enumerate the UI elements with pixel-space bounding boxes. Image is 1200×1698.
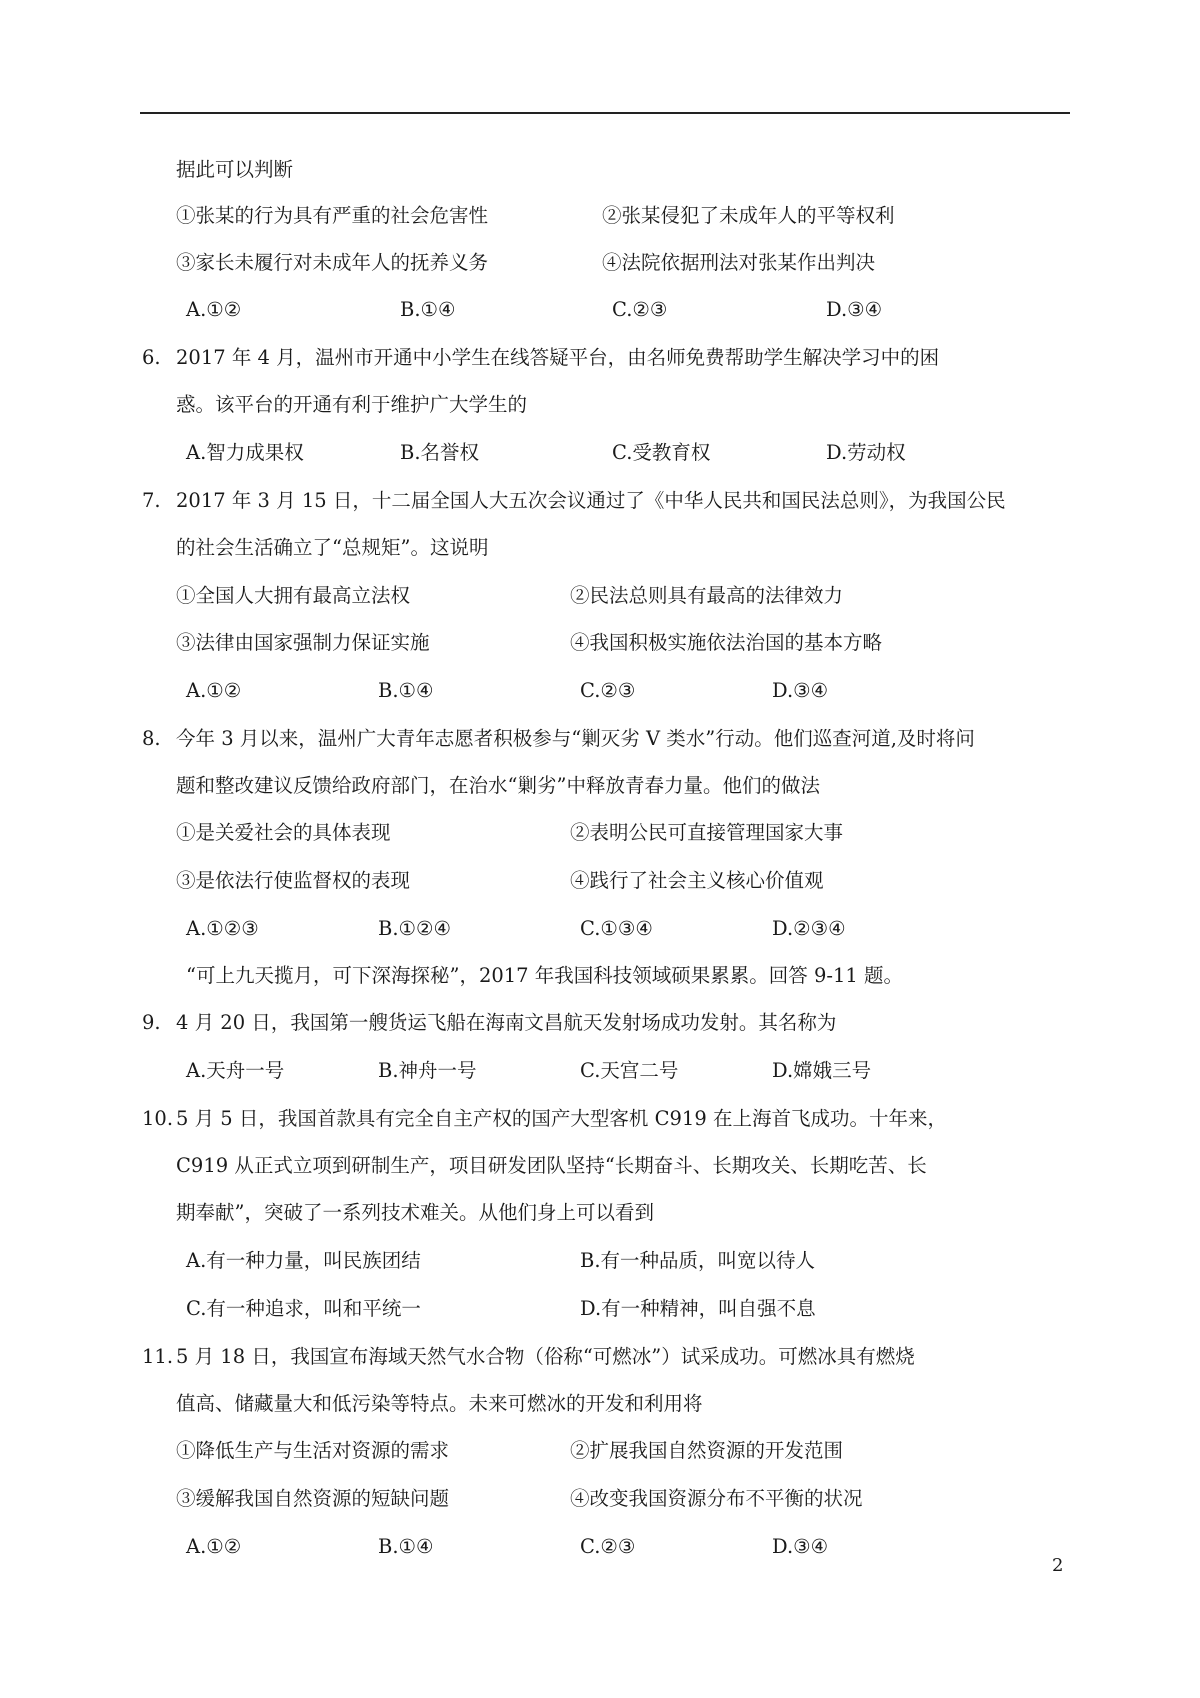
q9-number: 9.	[142, 1011, 161, 1034]
q6-stem-line-2: 惑。该平台的开通有利于维护广大学生的	[176, 393, 528, 416]
q10-option-b: B.有一种品质，叫宽以待人	[580, 1249, 816, 1272]
q8-statement-4: ④践行了社会主义核心价值观	[570, 869, 824, 892]
q9-option-b: B.神舟一号	[378, 1059, 477, 1082]
intro-line: 据此可以判断	[176, 158, 294, 181]
q9-stem-line-1: 4 月 20 日，我国第一艘货运飞船在海南文昌航天发射场成功发射。其名称为	[176, 1011, 837, 1034]
q10-option-a: A.有一种力量，叫民族团结	[186, 1249, 421, 1272]
q9-option-a: A.天舟一号	[186, 1059, 285, 1082]
q11-option-c: C.②③	[580, 1535, 636, 1558]
q8-statement-1: ①是关爱社会的具体表现	[176, 821, 391, 844]
q11-option-d: D.③④	[772, 1535, 829, 1558]
q11-statement-4: ④改变我国资源分布不平衡的状况	[570, 1487, 863, 1510]
page-number: 2	[1052, 1555, 1064, 1576]
q7-option-d: D.③④	[772, 679, 829, 702]
q7-statement-4: ④我国积极实施依法治国的基本方略	[570, 631, 883, 654]
q5-statement-2: ②张某侵犯了未成年人的平等权利	[602, 204, 895, 227]
q5-option-c: C.②③	[612, 298, 668, 321]
q9-option-d: D.嫦娥三号	[772, 1059, 872, 1082]
q8-number: 8.	[142, 727, 161, 750]
q7-stem-line-2: 的社会生活确立了“总规矩”。这说明	[176, 536, 489, 559]
q7-option-b: B.①④	[378, 679, 434, 702]
header-rule	[140, 112, 1070, 114]
q7-option-c: C.②③	[580, 679, 636, 702]
q11-option-b: B.①④	[378, 1535, 434, 1558]
q10-stem-line-2: C919 从正式立项到研制生产，项目研发团队坚持“长期奋斗、长期攻关、长期吃苦、长	[176, 1154, 927, 1177]
q7-statement-3: ③法律由国家强制力保证实施	[176, 631, 430, 654]
q6-option-a: A.智力成果权	[186, 441, 304, 464]
q11-number: 11.	[142, 1345, 174, 1368]
q11-statement-1: ①降低生产与生活对资源的需求	[176, 1439, 450, 1462]
q8-statement-2: ②表明公民可直接管理国家大事	[570, 821, 844, 844]
q8-option-b: B.①②④	[378, 917, 451, 940]
q11-stem-line-1: 5 月 18 日，我国宣布海域天然气水合物（俗称“可燃冰”）试采成功。可燃冰具有燃烧	[176, 1345, 915, 1368]
q10-stem-line-3: 期奉献”，突破了一系列技术难关。从他们身上可以看到	[176, 1201, 654, 1224]
q11-stem-line-2: 值高、储藏量大和低污染等特点。未来可燃冰的开发和利用将	[176, 1392, 703, 1415]
q10-option-d: D.有一种精神，叫自强不息	[580, 1297, 816, 1320]
q7-statement-2: ②民法总则具有最高的法律效力	[570, 584, 844, 607]
q10-number: 10.	[142, 1107, 174, 1130]
q6-option-b: B.名誉权	[400, 441, 480, 464]
q7-statement-1: ①全国人大拥有最高立法权	[176, 584, 411, 607]
group-intro: “可上九天揽月，可下深海探秘”，2017 年我国科技领域硕果累累。回答 9-11 题。	[186, 964, 903, 987]
q9-option-c: C.天宫二号	[580, 1059, 679, 1082]
q8-option-c: C.①③④	[580, 917, 653, 940]
q5-option-a: A.①②	[186, 298, 242, 321]
q5-statement-3: ③家长未履行对未成年人的抚养义务	[176, 251, 489, 274]
q5-option-b: B.①④	[400, 298, 456, 321]
q5-statement-4: ④法院依据刑法对张某作出判决	[602, 251, 876, 274]
q11-statement-3: ③缓解我国自然资源的短缺问题	[176, 1487, 450, 1510]
q7-stem-line-1: 2017 年 3 月 15 日，十二届全国人大五次会议通过了《中华人民共和国民法总则》，为我国公民	[176, 489, 1006, 512]
q6-number: 6.	[142, 346, 161, 369]
q10-option-c: C.有一种追求，叫和平统一	[186, 1297, 421, 1320]
q8-stem-line-1: 今年 3 月以来，温州广大青年志愿者积极参与“剿灭劣 V 类水”行动。他们巡查河道,及时将问	[176, 727, 975, 750]
q8-option-a: A.①②③	[186, 917, 259, 940]
q7-number: 7.	[142, 489, 161, 512]
q11-option-a: A.①②	[186, 1535, 242, 1558]
q8-stem-line-2: 题和整改建议反馈给政府部门，在治水“剿劣”中释放青春力量。他们的做法	[176, 774, 820, 797]
q6-stem-line-1: 2017 年 4 月，温州市开通中小学生在线答疑平台，由名师免费帮助学生解决学习中的困	[176, 346, 940, 369]
q6-option-c: C.受教育权	[612, 441, 711, 464]
q11-statement-2: ②扩展我国自然资源的开发范围	[570, 1439, 844, 1462]
q8-option-d: D.②③④	[772, 917, 846, 940]
q7-option-a: A.①②	[186, 679, 242, 702]
q8-statement-3: ③是依法行使监督权的表现	[176, 869, 411, 892]
q5-statement-1: ①张某的行为具有严重的社会危害性	[176, 204, 489, 227]
q5-option-d: D.③④	[826, 298, 883, 321]
q10-stem-line-1: 5 月 5 日，我国首款具有完全自主产权的国产大型客机 C919 在上海首飞成功。十年来，	[176, 1107, 947, 1130]
q6-option-d: D.劳动权	[826, 441, 906, 464]
